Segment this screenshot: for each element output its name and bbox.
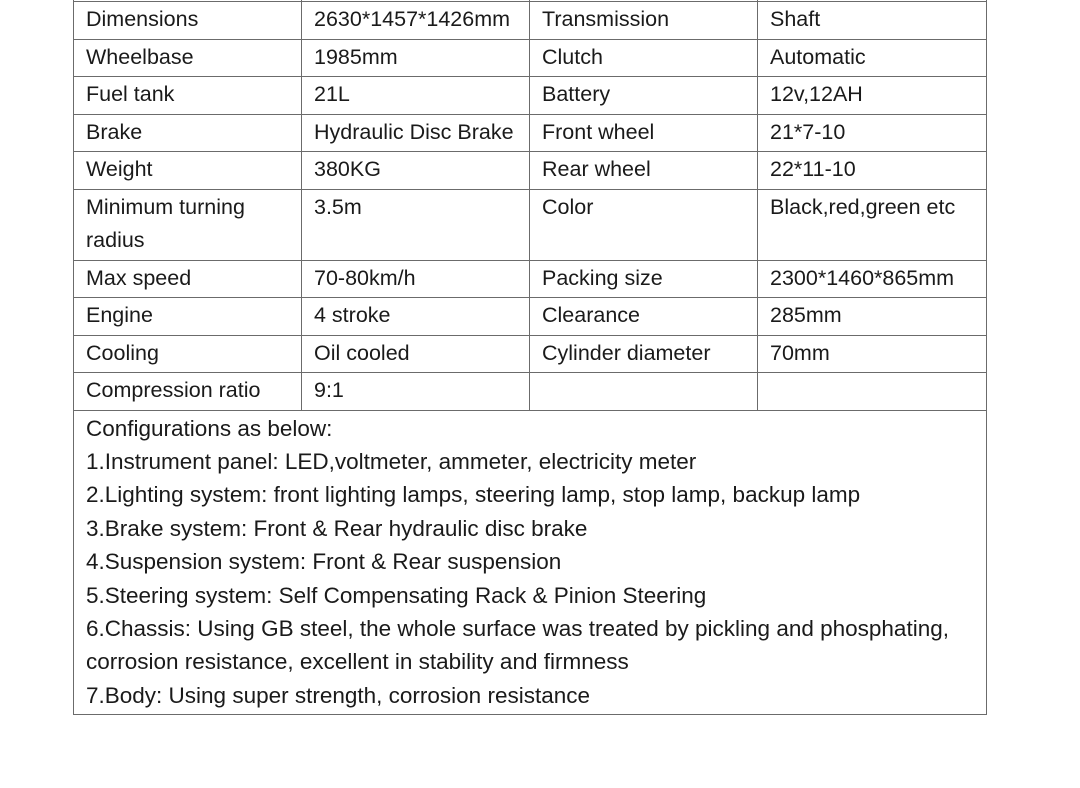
spec-label: Transmission	[530, 2, 758, 40]
spec-value: Oil cooled	[302, 335, 530, 373]
configuration-item: 7.Body: Using super strength, corrosion resistance	[86, 682, 590, 708]
spec-label: Packing size	[530, 260, 758, 298]
spec-label: Cooling	[74, 335, 302, 373]
spec-value: 70-80km/h	[302, 260, 530, 298]
spec-value: Hydraulic Disc Brake	[302, 114, 530, 152]
spec-value: 4 stroke	[302, 298, 530, 336]
table-row	[74, 373, 987, 411]
configurations-row	[74, 410, 987, 715]
spec-value: 22*11-10	[758, 152, 987, 190]
spec-value: 2300*1460*865mm	[758, 260, 987, 298]
configuration-item: 1.Instrument panel: LED,voltmeter, ammeter, electricity meter	[86, 448, 697, 474]
configuration-item: 6.Chassis: Using GB steel, the whole surface was treated by pickling and phosphating, corrosion resistance, excellent in stability and firmness	[86, 615, 949, 675]
spec-label: Color	[530, 189, 758, 260]
spec-label: Wheelbase	[74, 39, 302, 77]
table-row	[74, 152, 987, 190]
spec-label: Compression ratio	[74, 373, 302, 411]
spec-label: Cylinder diameter	[530, 335, 758, 373]
spec-label: Clearance	[530, 298, 758, 336]
spec-table	[73, 0, 987, 715]
table-row	[74, 2, 987, 40]
spec-value: 21*7-10	[758, 114, 987, 152]
configuration-item: 4.Suspension system: Front & Rear suspension	[86, 549, 562, 575]
spec-label	[530, 373, 758, 411]
spec-label: Weight	[74, 152, 302, 190]
spec-label: Clutch	[530, 39, 758, 77]
table-row	[74, 260, 987, 298]
table-row	[74, 189, 987, 260]
configurations-title: Configurations as below:	[86, 415, 333, 441]
spec-label: Rear wheel	[530, 152, 758, 190]
table-row	[74, 298, 987, 336]
spec-value: 2630*1457*1426mm	[302, 2, 530, 40]
table-row	[74, 335, 987, 373]
spec-value: 3.5m	[302, 189, 530, 260]
spec-value: 21L	[302, 77, 530, 115]
table-row	[74, 39, 987, 77]
spec-value: 70mm	[758, 335, 987, 373]
spec-label: Dimensions	[74, 2, 302, 40]
spec-sheet	[73, 0, 986, 715]
spec-label: Battery	[530, 77, 758, 115]
spec-value: 9:1	[302, 373, 530, 411]
spec-value: 285mm	[758, 298, 987, 336]
configuration-item: 3.Brake system: Front & Rear hydraulic disc brake	[86, 515, 588, 541]
spec-label: Engine	[74, 298, 302, 336]
spec-value: 1985mm	[302, 39, 530, 77]
spec-value	[758, 373, 987, 411]
configurations-cell	[74, 410, 987, 715]
configuration-item: 5.Steering system: Self Compensating Rack & Pinion Steering	[86, 582, 707, 608]
configuration-item: 2.Lighting system: front lighting lamps, steering lamp, stop lamp, backup lamp	[86, 482, 861, 508]
spec-label: Minimum turning radius	[74, 189, 302, 260]
table-row	[74, 114, 987, 152]
spec-value: Automatic	[758, 39, 987, 77]
spec-value: 380KG	[302, 152, 530, 190]
spec-label: Front wheel	[530, 114, 758, 152]
spec-value: Black,red,green etc	[758, 189, 987, 260]
spec-label: Max speed	[74, 260, 302, 298]
spec-label: Brake	[74, 114, 302, 152]
table-row	[74, 77, 987, 115]
spec-label: Fuel tank	[74, 77, 302, 115]
spec-value: Shaft	[758, 2, 987, 40]
spec-value: 12v,12AH	[758, 77, 987, 115]
